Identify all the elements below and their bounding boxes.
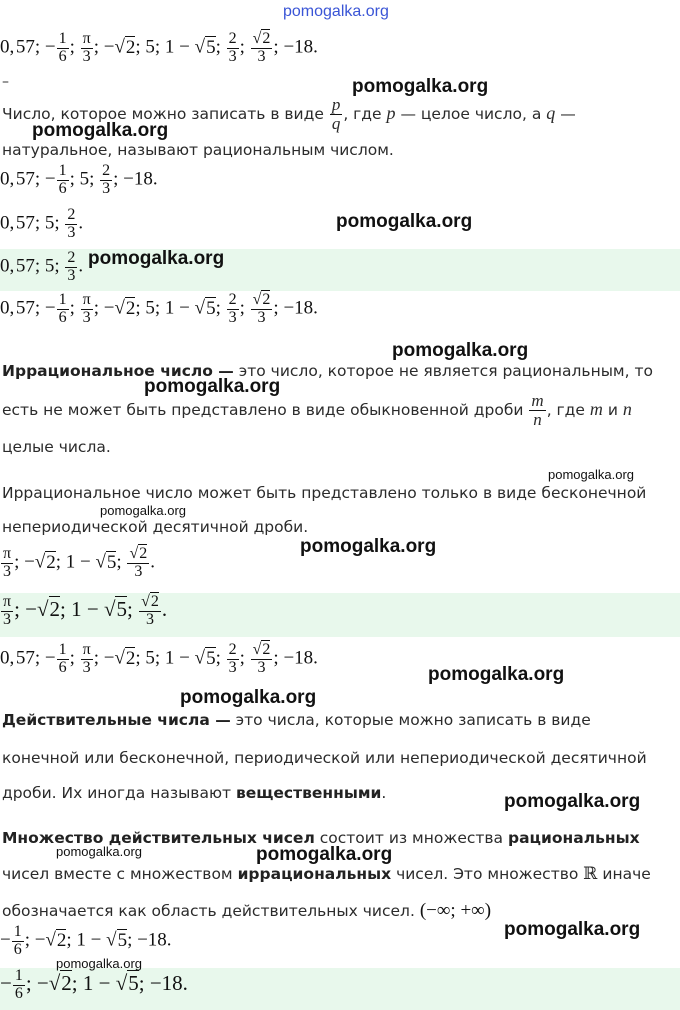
rational-list-line: 0, 57; − $\frac{1}{6}$ ; 5; $\frac{2}{3}$ ; −18. — [0, 162, 158, 197]
real-set-line3 — [2, 900, 491, 922]
rational-answer-highlighted: 0, 57; 5; $\frac{2}{3}$ . — [0, 249, 84, 284]
real-set-text-4: иначе — [602, 865, 651, 883]
irrational-def-text-2: есть не может быть представлено в виде обыкновенной дроби — [2, 400, 524, 419]
rational-def-dash: — — [560, 104, 576, 123]
irrational-definition-line2 — [2, 392, 632, 429]
real-set-text-2: чисел вместе с множеством — [2, 865, 233, 883]
watermark: pomogalka.org — [256, 844, 393, 865]
irrational-def-and: и — [607, 400, 618, 419]
irrational-definition-line3: целые числа. — [2, 438, 111, 456]
watermark-small: pomogalka.org — [56, 956, 142, 971]
real-set-bold-irrational: иррациональных — [237, 865, 392, 883]
rational-def-where: , где — [343, 104, 382, 123]
watermark: pomogalka.org — [300, 536, 437, 557]
watermark: pomogalka.org — [180, 687, 317, 708]
frac-p: p — [331, 95, 341, 114]
negative-answer-highlighted: − $\frac{1}{6}$ ; −√2; 1 − √5; −18. — [0, 967, 188, 1002]
watermark: pomogalka.org — [88, 248, 225, 269]
real-definition-line3: дроби. Их иногда называют вещественными. — [2, 784, 387, 802]
var-n: n — [622, 398, 632, 419]
watermark: pomogalka.org — [336, 211, 473, 232]
watermark-small: pomogalka.org — [56, 844, 142, 859]
irrational-answer-highlighted: $\frac{\pi}{3}$ ; −√2; 1 − √5; $\frac{√2}{3}$ . — [3, 593, 168, 628]
real-set-text-3: чисел. Это множество — [396, 865, 579, 883]
real-def-text: это числа, которые можно записать в виде — [235, 711, 591, 729]
real-set-text: состоит из множества — [319, 829, 504, 847]
frac-m: m — [531, 391, 544, 410]
real-set-symbol: ℝ — [583, 864, 598, 884]
real-interval: (−∞; +∞) — [419, 900, 492, 921]
watermark-small: pomogalka.org — [548, 467, 634, 482]
rational-def-integer: — целое число, а — [400, 104, 542, 123]
number-set-line-3: 0, 57; − $\frac{1}{6}$ ; $\frac{\pi}{3}$ ; −√2; 5; 1 − √5; $\frac{2}{3}$ ; $\frac{√2}{3}$ ; −18. — [0, 641, 318, 676]
rational-answer-step: 0, 57; 5; $\frac{2}{3}$ . — [0, 206, 84, 241]
frac-q: q — [331, 113, 341, 133]
watermark-top: pomogalka.org — [283, 3, 389, 20]
irrational-note-line2: непериодической десятичной дроби. — [2, 518, 309, 536]
watermark: pomogalka.org — [144, 376, 281, 397]
number-set-line: 0, 57; − $\frac{1}{6}$ ; $\frac{\pi}{3}$ ; −√2; 5; 1 − √5; $\frac{2}{3}$ ; $\frac{√2}{3}$ ; −18. — [0, 30, 318, 65]
frac-n: n — [533, 409, 542, 429]
real-set-term: Множество действительных чисел — [2, 829, 315, 847]
irrational-term: Иррациональное число — — [2, 362, 234, 380]
irrational-def-where: , где — [546, 400, 585, 419]
watermark: pomogalka.org — [428, 664, 565, 685]
real-set-bold-rational: рациональных — [508, 829, 640, 847]
watermark: pomogalka.org — [504, 791, 641, 812]
real-term: Действительные числа — — [2, 711, 231, 729]
irrational-list-line: $\frac{\pi}{3}$ ; −√2; 1 − √5; $\frac{√2}{3}$ . — [3, 545, 155, 580]
var-q: q — [546, 102, 556, 123]
watermark: pomogalka.org — [504, 919, 641, 940]
rational-definition-line2: натуральное, называют рациональным числом. — [2, 141, 394, 159]
real-set-text-5: обозначается как область действительных чисел. — [2, 902, 415, 920]
watermark: pomogalka.org — [392, 340, 529, 361]
var-p: p — [386, 102, 396, 123]
irrational-definition-line1 — [2, 362, 653, 380]
irrational-note-line1: Иррациональное число может быть представлено только в виде бесконечной — [2, 484, 647, 502]
step-dash: – — [2, 74, 9, 90]
number-set-line-2: 0, 57; − $\frac{1}{6}$ ; $\frac{\pi}{3}$ ; −√2; 5; 1 − √5; $\frac{2}{3}$ ; $\frac{√2}{3}$ ; −18. — [0, 291, 318, 326]
real-def-bold: вещественными — [235, 784, 382, 802]
real-definition-line1 — [2, 711, 591, 729]
real-def-text-3: дроби. Их иногда называют — [2, 784, 232, 802]
real-set-line2 — [2, 864, 651, 884]
negative-list-line: − $\frac{1}{6}$ ; −√2; 1 − √5; −18. — [0, 923, 172, 958]
real-definition-line2: конечной или бесконечной, периодической или непериодической десятичной — [2, 749, 647, 767]
rational-def-text: Число, которое можно записать в виде — [2, 104, 324, 123]
var-m: m — [589, 398, 603, 419]
irrational-def-text: это число, которое не является рациональным, то — [238, 362, 653, 380]
watermark-small: pomogalka.org — [100, 503, 186, 518]
watermark: pomogalka.org — [32, 120, 169, 141]
watermark: pomogalka.org — [352, 76, 489, 97]
